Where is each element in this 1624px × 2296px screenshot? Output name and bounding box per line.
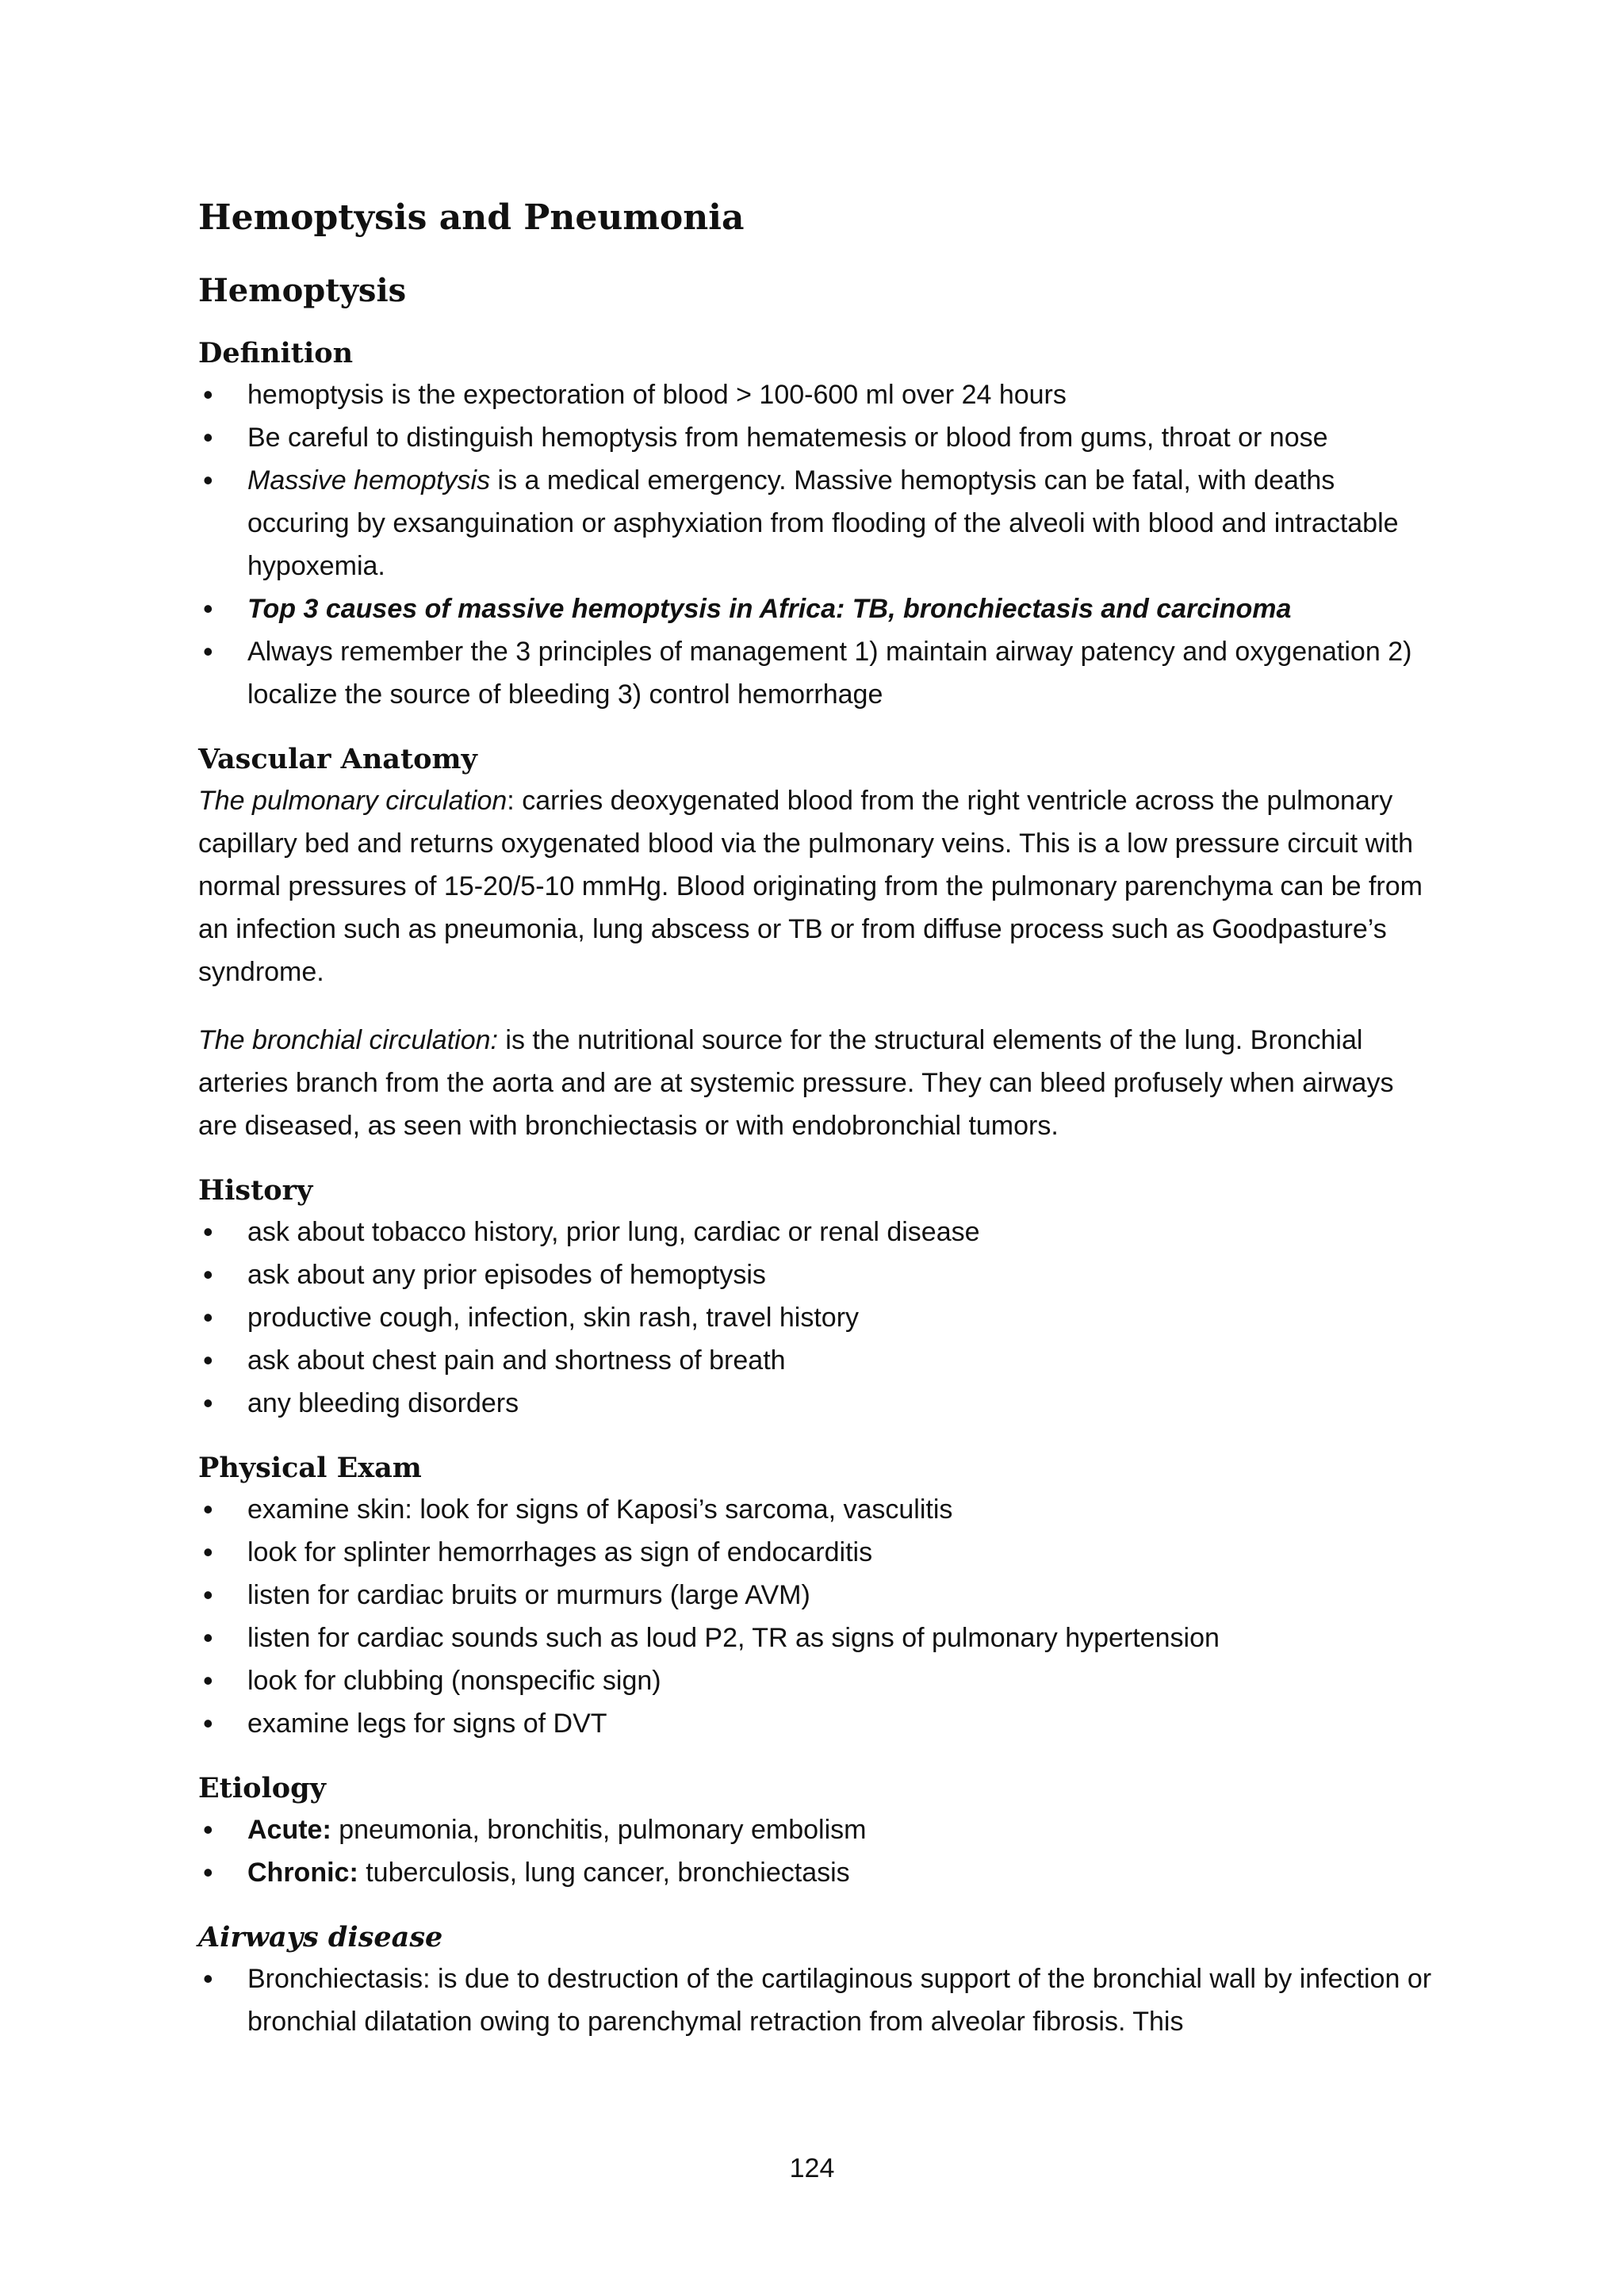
physical-exam-section (198, 1448, 1435, 1745)
airways-disease-section (198, 1918, 1435, 2043)
etiology-heading: Etiology (198, 1772, 326, 1804)
section-title: Hemoptysis (198, 272, 407, 309)
airways-disease-list (198, 1957, 1435, 2043)
list-item: • ask about tobacco history, prior lung, cardiac or renal disease (198, 1211, 1435, 1253)
list-item: • hemoptysis is the expectoration of blood > 100-600 ml over 24 hours (198, 373, 1435, 416)
list-item: • productive cough, infection, skin rash, travel history (198, 1296, 1435, 1339)
list-item: • Massive hemoptysis is a medical emergency. Massive hemoptysis can be fatal, with deaths occuring by exsanguination or asphyxiation from flooding of the alveoli with blood and intractable hypoxemia. (198, 459, 1435, 587)
definition-section (198, 334, 1435, 716)
list-item: • any bleeding disorders (198, 1382, 1435, 1425)
pulmonary-circulation-paragraph: The pulmonary circulation: carries deoxygenated blood from the right ventricle across the pulmonary capillary bed and returns oxygenated blood via the pulmonary veins. This is a low pressure circuit with normal pressures of 15-20/5-10 mmHg. Blood originating from the pulmonary parenchyma can be from an infection such as pneumonia, lung abscess or TB or from diffuse process such as Goodpasture’s syndrome. (198, 786, 1423, 987)
page-number: 124 (789, 2153, 835, 2183)
document-page (198, 194, 1435, 2067)
definition-list (198, 373, 1435, 716)
list-item: • ask about any prior episodes of hemoptysis (198, 1253, 1435, 1296)
bronchial-circulation-paragraph: The bronchial circulation: is the nutritional source for the structural elements of the lung. Bronchial arteries branch from the aorta and are at systemic pressure. They can bleed profusely when airways are diseased, as seen with bronchiectasis or with endobronchial tumors. (198, 1025, 1394, 1141)
list-item: • listen for cardiac sounds such as loud P2, TR as signs of pulmonary hypertension (198, 1617, 1435, 1659)
history-section (198, 1171, 1435, 1425)
list-item: • Bronchiectasis: is due to destruction of the cartilaginous support of the bronchial wall by infection or bronchial dilatation owing to parenchymal retraction from alveolar fibrosis. This (198, 1957, 1435, 2043)
list-item: • examine legs for signs of DVT (198, 1702, 1435, 1745)
page-title: Hemoptysis and Pneumonia (198, 197, 745, 238)
history-list (198, 1211, 1435, 1425)
list-item (198, 587, 1435, 630)
list-item: • Chronic: tuberculosis, lung cancer, bronchiectasis (198, 1851, 1435, 1894)
vascular-anatomy-heading: Vascular Anatomy (198, 743, 477, 775)
list-item: • ask about chest pain and shortness of breath (198, 1339, 1435, 1382)
airways-disease-heading: Airways disease (198, 1921, 443, 1954)
etiology-list (198, 1808, 1435, 1894)
emphasis-text: Massive hemoptysis (247, 465, 491, 496)
vascular-anatomy-section (198, 740, 1435, 1147)
definition-heading: Definition (198, 337, 354, 369)
list-item: • listen for cardiac bruits or murmurs (large AVM) (198, 1574, 1435, 1617)
etiology-section (198, 1769, 1435, 1894)
physical-exam-list (198, 1488, 1435, 1745)
list-item: • look for splinter hemorrhages as sign of endocarditis (198, 1531, 1435, 1574)
list-item: • examine skin: look for signs of Kaposi’s sarcoma, vasculitis (198, 1488, 1435, 1531)
list-item: • Always remember the 3 principles of management 1) maintain airway patency and oxygenation 2) localize the source of bleeding 3) control hemorrhage (198, 630, 1435, 716)
list-item: • Acute: pneumonia, bronchitis, pulmonary embolism (198, 1808, 1435, 1851)
list-item: • Be careful to distinguish hemoptysis from hematemesis or blood from gums, throat or nose (198, 416, 1435, 459)
key-point-text: Top 3 causes of massive hemoptysis in Africa: TB, bronchiectasis and carcinoma (247, 594, 1292, 624)
history-heading: History (198, 1174, 313, 1207)
physical-exam-heading: Physical Exam (198, 1452, 422, 1484)
list-item: • look for clubbing (nonspecific sign) (198, 1659, 1435, 1702)
